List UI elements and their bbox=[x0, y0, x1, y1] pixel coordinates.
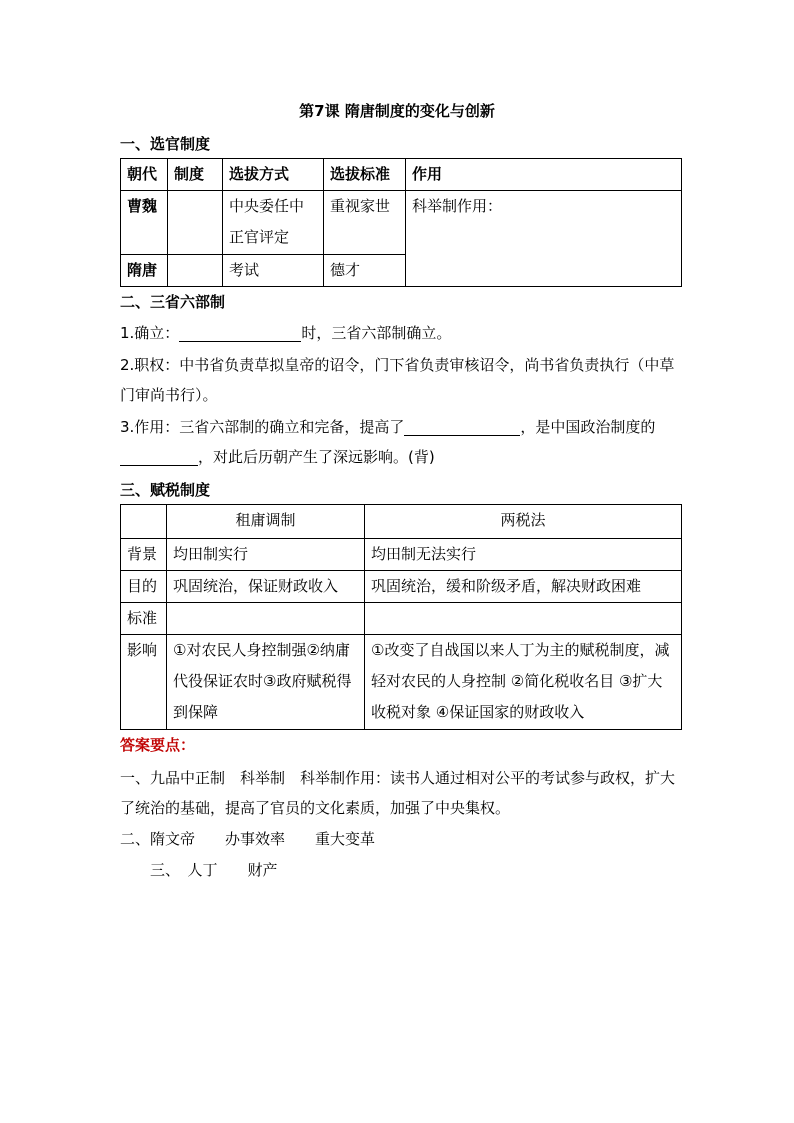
fill-blank bbox=[120, 447, 198, 466]
paragraph-effect bbox=[120, 412, 682, 472]
cell-role: 科举制作用： bbox=[406, 191, 682, 287]
cell-method: 中央委任中正官评定 bbox=[223, 191, 324, 255]
table-row bbox=[121, 603, 682, 635]
cell-dynasty: 曹魏 bbox=[121, 191, 168, 255]
establishment-prefix: 1.确立： bbox=[120, 324, 180, 342]
official-selection-table bbox=[120, 158, 682, 287]
header-system: 制度 bbox=[168, 159, 223, 191]
table-row bbox=[121, 571, 682, 603]
page-title: 第7课 隋唐制度的变化与创新 bbox=[299, 102, 495, 120]
table-row bbox=[121, 635, 682, 730]
fill-blank bbox=[404, 417, 520, 436]
header-blank bbox=[121, 505, 167, 539]
fill-blank bbox=[179, 323, 301, 342]
table-header-row bbox=[121, 159, 682, 191]
cell-liangshuifa bbox=[365, 603, 682, 635]
row-label: 影响 bbox=[121, 635, 167, 730]
table-row bbox=[121, 191, 682, 255]
cell-system bbox=[168, 191, 223, 255]
header-standard: 选拔标准 bbox=[324, 159, 406, 191]
section1-heading: 一、选官制度 bbox=[120, 135, 211, 153]
establishment-suffix: 时，三省六部制确立。 bbox=[301, 324, 452, 342]
answer-key-heading: 答案要点： bbox=[120, 736, 196, 754]
cell-zuyongdiao: ①对农民人身控制强②纳庸代役保证农时③政府赋税得到保障 bbox=[167, 635, 365, 730]
cell-zuyongdiao: 均田制实行 bbox=[167, 539, 365, 571]
cell-zuyongdiao: 巩固统治，保证财政收入 bbox=[167, 571, 365, 603]
cell-dynasty: 隋唐 bbox=[121, 255, 168, 287]
row-label: 目的 bbox=[121, 571, 167, 603]
header-liangshuifa: 两税法 bbox=[365, 505, 682, 539]
row-label: 背景 bbox=[121, 539, 167, 571]
cell-standard: 德才 bbox=[324, 255, 406, 287]
answer-line-2: 二、隋文帝 办事效率 重大变革 bbox=[120, 830, 376, 848]
cell-system bbox=[168, 255, 223, 287]
cell-method: 考试 bbox=[223, 255, 324, 287]
cell-standard: 重视家世 bbox=[324, 191, 406, 255]
section2-heading: 二、三省六部制 bbox=[120, 293, 226, 311]
header-role: 作用 bbox=[406, 159, 682, 191]
effect-suffix: ，对此后历朝产生了深远影响。(背) bbox=[198, 448, 435, 466]
paragraph-establishment bbox=[120, 318, 682, 348]
paragraph-duties: 2.职权：中书省负责草拟皇帝的诏令，门下省负责审核诏令，尚书省负责执行（中草门审尚书行）。 bbox=[120, 356, 675, 404]
header-zuyongdiao: 租庸调制 bbox=[167, 505, 365, 539]
header-dynasty: 朝代 bbox=[121, 159, 168, 191]
cell-liangshuifa: 巩固统治，缓和阶级矛盾，解决财政困难 bbox=[365, 571, 682, 603]
table-row bbox=[121, 539, 682, 571]
effect-prefix: 3.作用：三省六部制的确立和完备，提高了 bbox=[120, 418, 405, 436]
answer-line-1: 一、九品中正制 科举制 科举制作用：读书人通过相对公平的考试参与政权，扩大了统治的基础，提高了官员的文化素质，加强了中央集权。 bbox=[120, 769, 676, 817]
section3-heading: 三、赋税制度 bbox=[120, 481, 211, 499]
tax-system-table bbox=[120, 504, 682, 730]
header-method: 选拔方式 bbox=[223, 159, 324, 191]
table-header-row bbox=[121, 505, 682, 539]
row-label: 标准 bbox=[121, 603, 167, 635]
cell-liangshuifa: 均田制无法实行 bbox=[365, 539, 682, 571]
cell-zuyongdiao bbox=[167, 603, 365, 635]
answer-line-3: 三、 人丁 财产 bbox=[150, 861, 278, 879]
cell-liangshuifa: ①改变了自战国以来人丁为主的赋税制度，减轻对农民的人身控制 ②简化税收名目 ③扩大收税对象 ④保证国家的财政收入 bbox=[365, 635, 682, 730]
effect-mid: ，是中国政治制度的 bbox=[520, 418, 656, 436]
